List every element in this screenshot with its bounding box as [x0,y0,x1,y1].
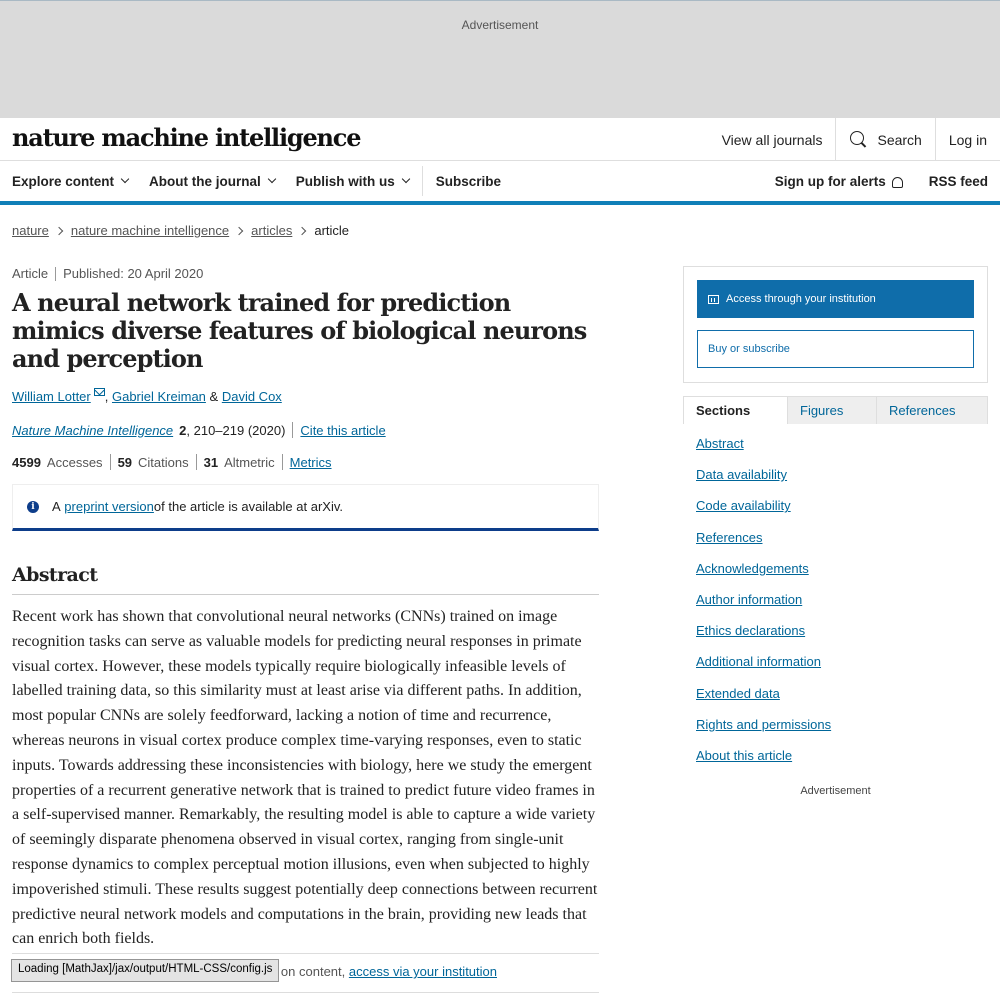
metrics-divider [196,454,197,470]
view-all-journals-link[interactable]: View all journals [721,131,823,148]
list-item [696,615,988,646]
list-item [696,678,988,709]
author-link[interactable]: David Cox [221,389,282,404]
section-link-abstract[interactable]: Abstract [696,436,744,452]
list-item [696,584,988,615]
volume-number: 2 [179,422,187,438]
abstract-heading: Abstract [12,564,599,595]
chevron-right-icon [298,226,306,234]
bell-icon [892,177,903,188]
search-label: Search [877,131,922,148]
section-list [683,428,988,771]
chevron-down-icon [268,175,276,183]
sidebar-advertisement-label: Advertisement [800,785,871,798]
metrics-divider [282,454,283,470]
accesses-label: Accesses [46,454,103,470]
tab-references[interactable]: References [876,397,987,424]
metrics-divider [110,454,111,470]
article-main [12,266,599,952]
section-link-extended-data[interactable]: Extended data [696,685,780,701]
altmetric-count: 31 [203,454,219,470]
author-list [12,389,599,404]
preprint-notice [12,484,599,531]
site-header [0,118,1000,161]
altmetric-label: Altmetric [224,454,275,470]
section-link-about-article[interactable]: About this article [696,747,793,763]
list-item [696,709,988,740]
author-separator: & [205,389,222,404]
advertisement-label: Advertisement [461,18,539,32]
section-link-ethics-declarations[interactable]: Ethics declarations [696,623,806,639]
access-prompt-text [281,964,497,979]
info-icon: i [27,501,39,513]
article-type: Article [12,266,49,281]
chevron-down-icon [402,175,410,183]
access-institution-label: Access through your institution [726,293,876,305]
list-item [696,646,988,677]
journal-logo[interactable]: nature machine intelligence [12,123,361,152]
citation-divider [292,422,293,438]
access-institution-link[interactable]: access via your institution [348,964,497,979]
list-item [696,459,988,490]
page-range: , 210–219 (2020) [186,422,286,438]
preprint-link[interactable]: preprint version [64,499,154,514]
metrics-link[interactable]: Metrics [289,454,332,470]
nav-divider [422,166,423,196]
nav-label: About the journal [149,173,261,189]
abstract-text: Recent work has shown that convolutional neural networks (CNNs) trained on image recognition tasks can serve as valuable models for predicting neural responses in primate visual cortex. However, these models typically require biologically infeasible levels of labelled training data, so this similarity must at least arise via different paths. In addition, most popular CNNs are solely feedforward, lacking a notion of time and recurrence, whereas neurons in visual cortex produce complex time-varying responses, even to static inputs. Towards addressing these inconsistencies with biology, here we study the emergent properties of a recurrent generative network that is trained to predict future video frames in a self-supervised manner. Remarkably, the resulting model is able to capture a wide variety of seemingly disparate phenomena observed in visual cortex, ranging from single-unit response dynamics to complex perceptual motion illusions, even when subjected to highly impoverished stimuli. These results suggest potentially deep connections between recurrent predictive neural network models and computations in the brain, providing new leads that can enrich both fields. [12,608,598,948]
institution-icon [708,295,719,304]
nav-left [12,161,522,201]
published-date: Published: 20 April 2020 [63,266,204,281]
main-nav [0,161,1000,205]
accesses-count: 4599 [12,454,41,470]
author-link[interactable]: Gabriel Kreiman [111,389,206,404]
sidebar-tabs [683,396,988,424]
meta-divider [55,267,56,281]
citation-line [12,422,599,438]
nav-label: Explore content [12,173,115,189]
mathjax-loading-status: Loading [MathJax]/jax/output/HTML-CSS/config.js [11,959,279,982]
author-separator: , [104,389,112,404]
breadcrumb [12,223,349,238]
nav-label: Publish with us [295,173,395,189]
alerts-label: Sign up for alerts [774,173,886,189]
notice-suffix: of the article is available at arXiv. [153,499,343,514]
section-link-rights-permissions[interactable]: Rights and permissions [696,716,832,732]
article-metrics [12,454,599,470]
header-links [709,118,1000,161]
citations-label: Citations [138,454,189,470]
section-link-data-availability[interactable]: Data availability [696,467,788,483]
buy-subscribe-button[interactable]: Buy or subscribe [697,330,974,368]
section-link-author-information[interactable]: Author information [696,592,803,608]
search-icon [850,131,867,148]
breadcrumb-articles[interactable]: articles [251,223,293,238]
access-prompt-prefix: on content, [280,964,349,979]
section-link-references[interactable]: References [696,529,763,545]
citations-count: 59 [117,454,133,470]
journal-link[interactable]: Nature Machine Intelligence [12,422,174,438]
access-box [683,266,988,383]
section-link-acknowledgements[interactable]: Acknowledgements [696,560,809,576]
author-link[interactable]: William Lotter [12,389,91,404]
list-item [696,490,988,521]
chevron-down-icon [121,175,129,183]
nav-subscribe[interactable]: Subscribe [435,173,502,189]
nav-right [775,161,988,201]
nav-explore-content[interactable] [12,174,128,189]
list-item [696,740,988,771]
mail-icon[interactable] [94,388,105,396]
breadcrumb-journal[interactable]: nature machine intelligence [70,223,230,238]
tab-sections[interactable]: Sections [684,397,787,424]
search-button[interactable] [836,118,934,161]
list-item [696,428,988,459]
nav-about-journal[interactable] [149,174,275,189]
tab-figures[interactable]: Figures [787,397,876,424]
section-link-additional-information[interactable]: Additional information [696,654,822,670]
article-title: A neural network trained for prediction mimics diverse features of biological neurons and perception [12,288,587,373]
login-link[interactable]: Log in [948,131,987,148]
access-institution-button[interactable] [697,280,974,318]
section-link-code-availability[interactable]: Code availability [696,498,791,514]
chevron-right-icon [55,226,63,234]
list-item [696,522,988,553]
nav-publish-with-us[interactable] [296,174,409,189]
list-item [696,553,988,584]
breadcrumb-current: article [314,223,350,238]
sidebar [683,266,988,797]
breadcrumb-nature[interactable]: nature [12,223,49,238]
cite-article-link[interactable]: Cite this article [300,422,386,438]
article-meta [12,266,599,281]
rss-feed-link[interactable]: RSS feed [928,173,988,189]
chevron-right-icon [235,226,243,234]
top-advertisement [0,0,1000,118]
notice-prefix: A [52,499,61,514]
sign-up-alerts-button[interactable] [775,174,903,189]
